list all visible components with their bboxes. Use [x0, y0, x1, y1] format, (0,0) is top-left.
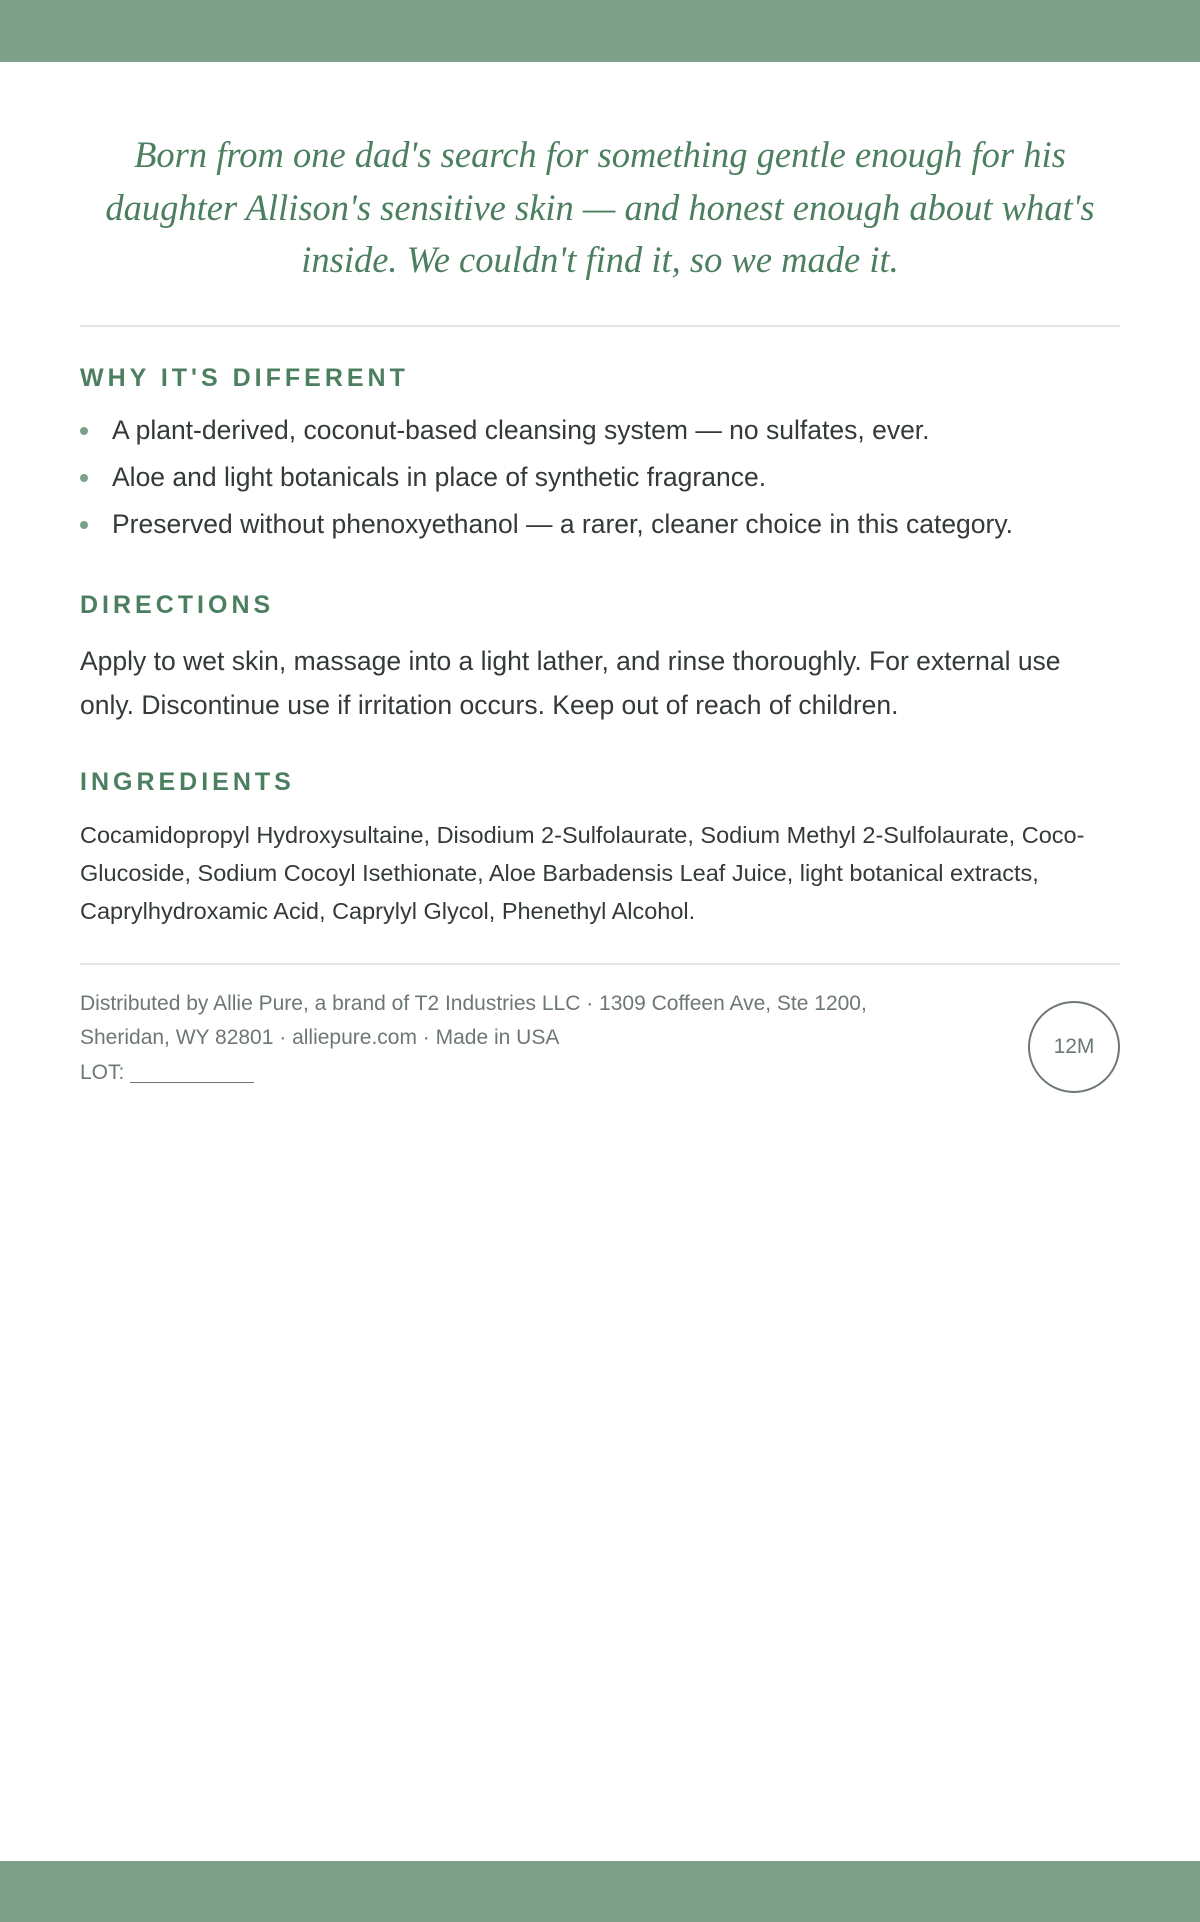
directions-section — [80, 590, 1120, 727]
footer-text — [80, 987, 960, 1091]
period-after-opening-badge — [1028, 1001, 1120, 1093]
list-item — [80, 501, 1120, 548]
why-different-section — [80, 363, 1120, 548]
label-content — [80, 62, 1120, 1107]
why-different-heading: WHY IT'S DIFFERENT — [80, 363, 409, 392]
ingredients-section — [80, 767, 1120, 930]
list-item-text: A plant-derived, coconut-based cleansing system — no sulfates, ever. — [112, 414, 930, 445]
lot-row — [80, 1056, 960, 1091]
bullet-dot-icon — [80, 427, 88, 435]
brand-story-tagline: Born from one dad's search for something gentle enough for his daughter Allison's sensitive skin — and honest enough about what's inside. We couldn't find it, so we made it. — [105, 134, 1095, 280]
lot-label: LOT: — [80, 1060, 125, 1084]
bullet-dot-icon — [80, 474, 88, 482]
ingredients-heading: INGREDIENTS — [80, 767, 295, 796]
list-item-text: Preserved without phenoxyethanol — a rarer, cleaner choice in this category. — [112, 508, 1013, 539]
divider-top — [80, 325, 1120, 327]
top-color-band — [0, 0, 1200, 62]
bullet-dot-icon — [80, 521, 88, 529]
list-item-text: Aloe and light botanicals in place of synthetic fragrance. — [112, 461, 767, 492]
distributor-info: Distributed by Allie Pure, a brand of T2 Industries LLC · 1309 Coffeen Ave, Ste 1200, Sheridan, WY 82801 · alliepure.com · Made in USA — [80, 991, 867, 1049]
list-item — [80, 407, 1120, 454]
directions-text: Apply to wet skin, massage into a light lather, and rinse thoroughly. For external use only. Discontinue use if irritation occurs. Keep out of reach of children. — [80, 645, 1061, 720]
directions-heading: DIRECTIONS — [80, 590, 275, 619]
divider-bottom — [80, 963, 1120, 965]
ingredients-text: Cocamidopropyl Hydroxysultaine, Disodium 2-Sulfolaurate, Sodium Methyl 2-Sulfolaurate, Coco-Glucoside, Sodium Cocoyl Isethionate, Aloe Barbadensis Leaf Juice, light botanical extracts, Caprylhydroxamic Acid, Caprylyl Glycol, Phenethyl Alcohol. — [80, 821, 1085, 924]
bottom-color-band — [0, 1861, 1200, 1922]
why-different-list — [80, 407, 1120, 548]
footer — [80, 987, 1120, 1107]
pao-badge-label: 12M — [1053, 1034, 1095, 1058]
list-item — [80, 454, 1120, 501]
lot-blank-line — [130, 1060, 254, 1083]
